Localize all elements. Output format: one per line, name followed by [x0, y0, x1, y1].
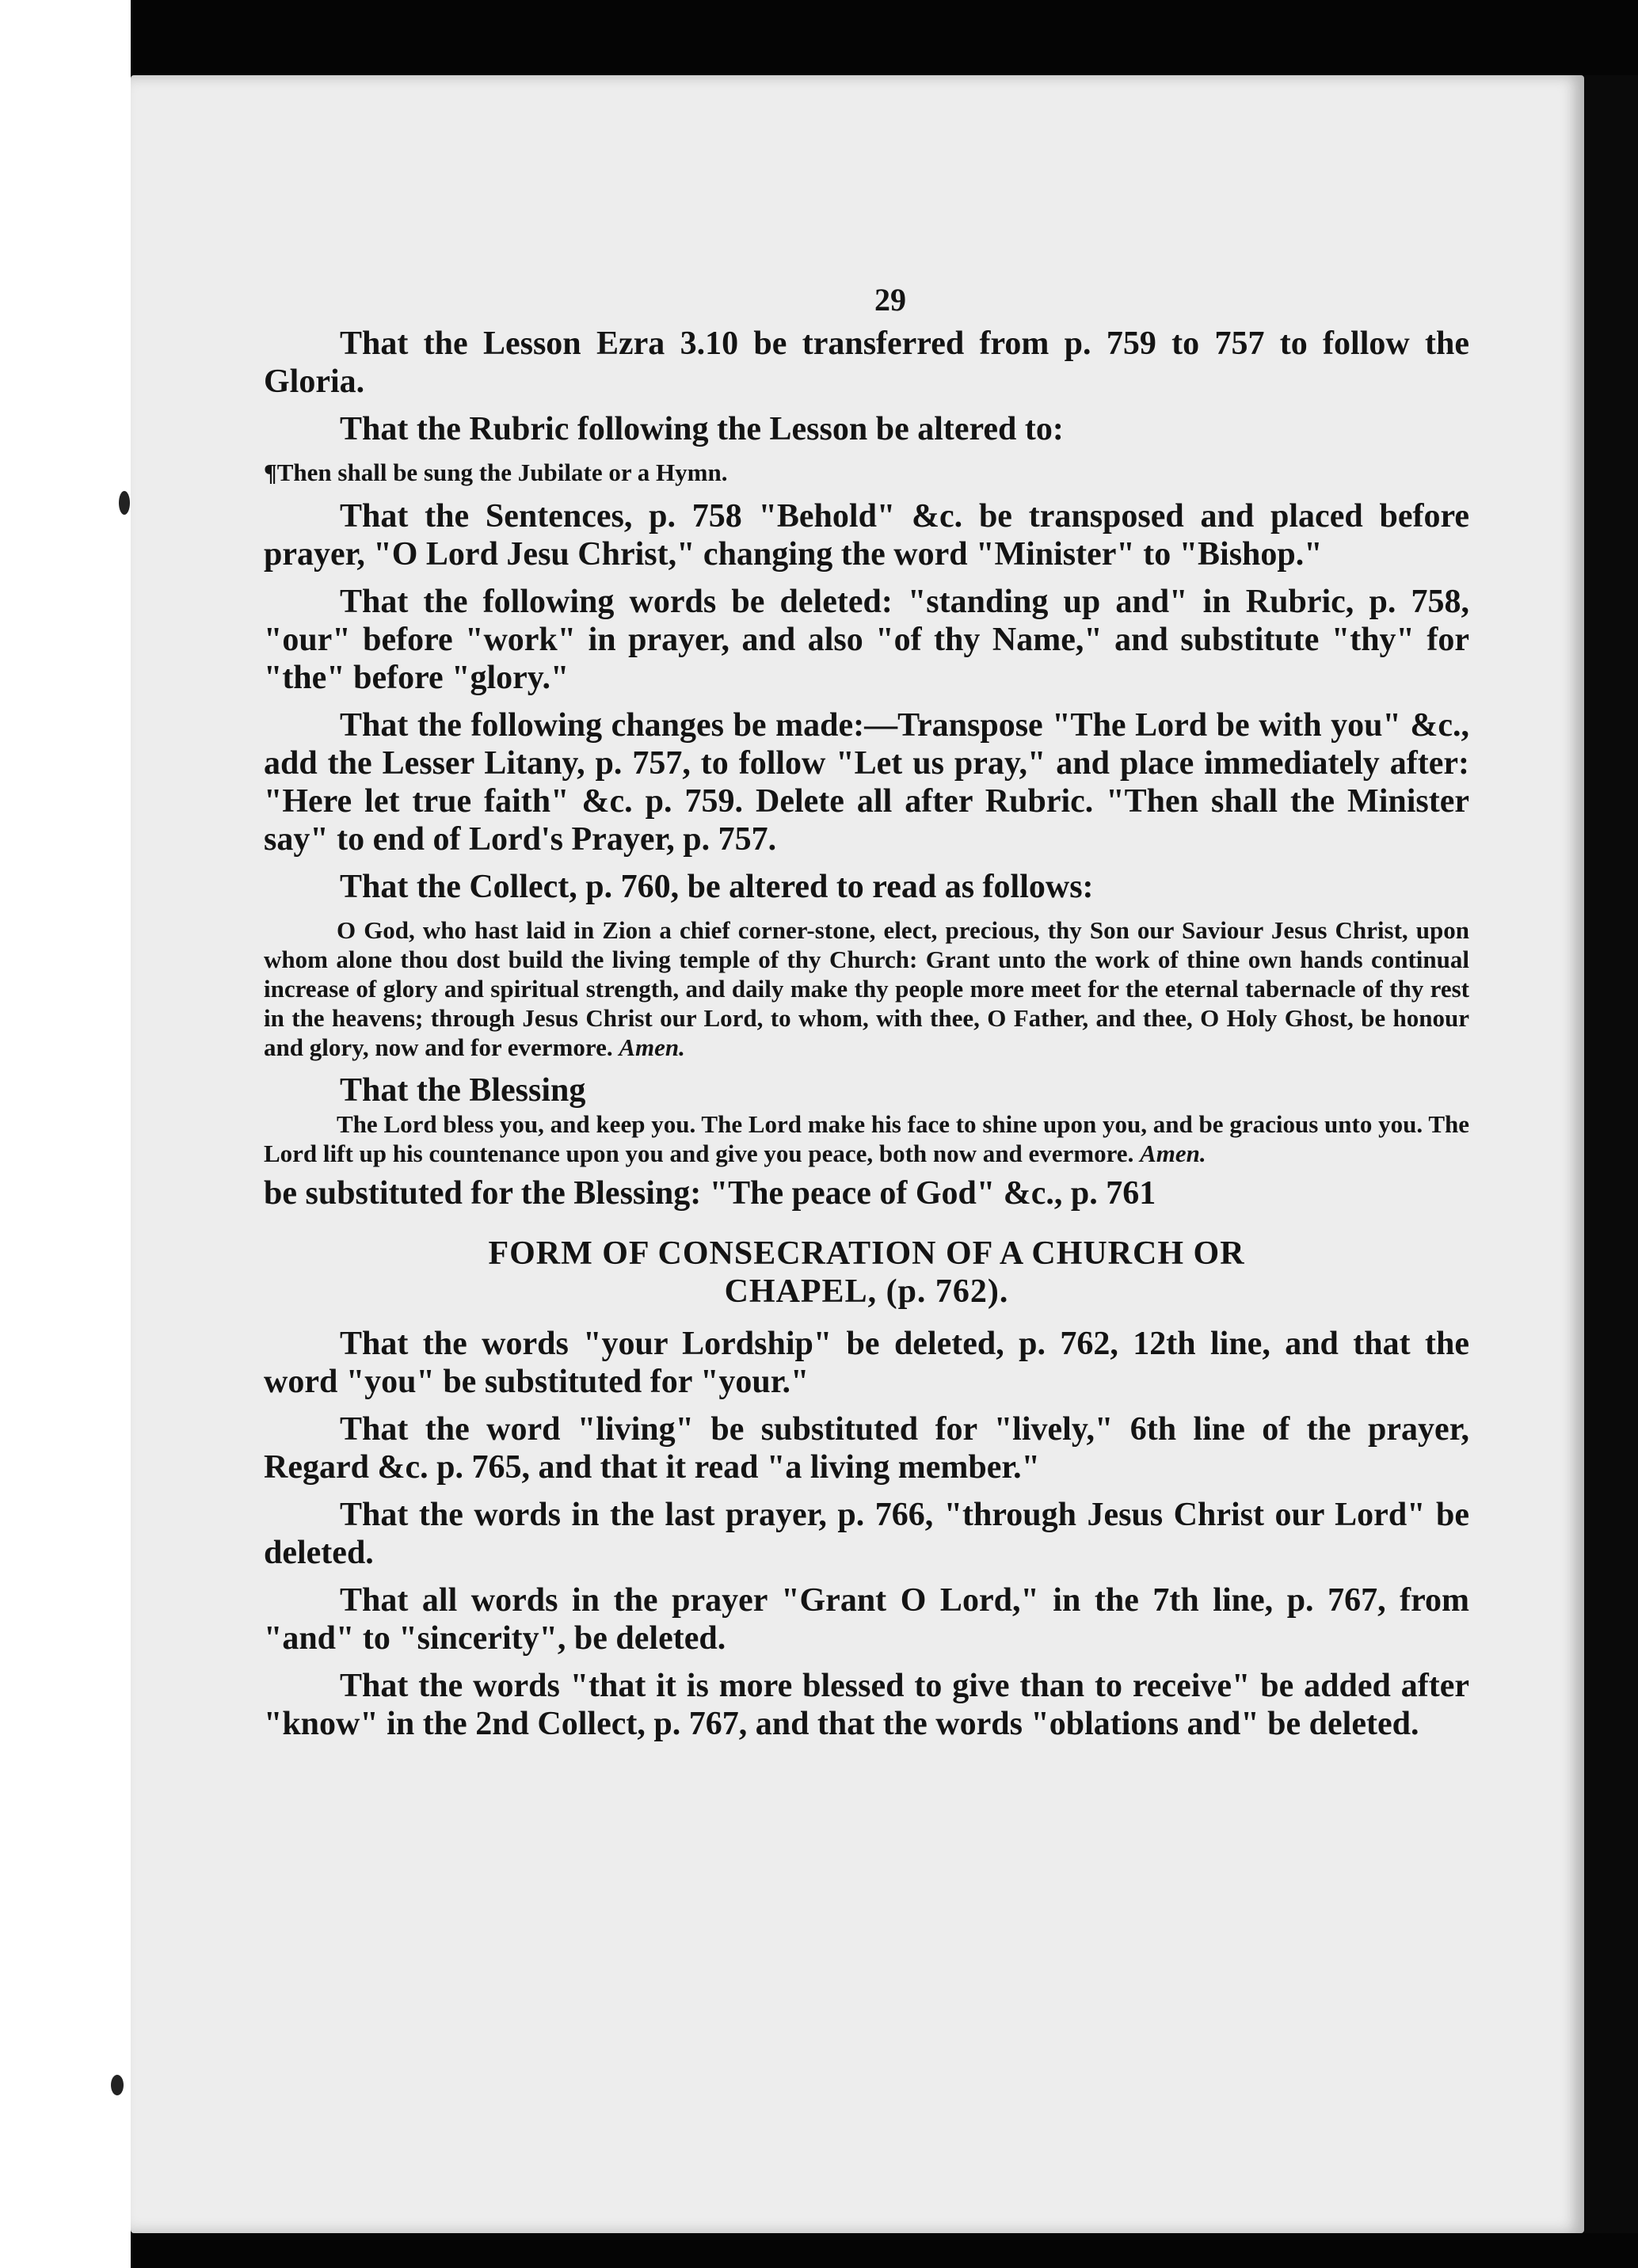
rubric-jubilate: ¶Then shall be sung the Jubilate or a Hymn. — [264, 459, 728, 486]
scan-margin-left — [0, 0, 131, 2268]
section-heading-line-1: FORM OF CONSECRATION OF A CHURCH OR — [488, 1235, 1245, 1272]
document-page — [131, 75, 1584, 2233]
page-number: 29 — [874, 282, 906, 318]
paragraph-lesson-transfer: That the Lesson Ezra 3.10 be transferred from p. 759 to 757 to follow the Gloria. — [264, 325, 1469, 400]
scan-speck — [119, 491, 130, 515]
paragraph-grant-o-lord: That all words in the prayer "Grant O Lord," in the 7th line, p. 767, from "and" to "sincerity", be deleted. — [264, 1582, 1469, 1657]
paragraph-sentences-transposed: That the Sentences, p. 758 "Behold" &c. be transposed and placed before prayer, "O Lord Jesu Christ," changing the word "Minister" to "Bishop." — [264, 498, 1469, 573]
scan-speck — [111, 2075, 124, 2095]
paragraph-blessing-heading: That the Blessing — [340, 1072, 586, 1109]
paragraph-more-blessed: That the words "that it is more blessed to give than to receive" be added after "know" in the 2nd Collect, p. 767, and that the words "oblations and" be deleted. — [264, 1668, 1469, 1742]
paragraph-changes-made: That the following changes be made:—Transpose "The Lord be with you" &c., add the Lesser Litany, p. 757, to follow "Let us pray," and place immediately after: "Here let true faith" &c. p. 759. Delete all after Rubric. "Then shall the Minister say" to end of Lord's Prayer, p. 757. — [264, 707, 1469, 858]
collect-body: O God, who hast laid in Zion a chief corner-stone, elect, precious, thy Son our Saviour Jesus Christ, upon whom alone thou dost build the living temple of thy Church: Grant unto the work of thine own hands continual increase of glory and spiritual strength, and daily make thy people more meet for the eternal tabernacle of thy rest in the heavens; through Jesus Christ our Lord, to whom, with thee, O Father, and thee, O Holy Ghost, be honour and glory, now and for evermore. — [264, 916, 1469, 1061]
blessing-text — [264, 1109, 1469, 1168]
paragraph-blessing-substituted: be substituted for the Blessing: "The peace of God" &c., p. 761 — [264, 1175, 1156, 1212]
blessing-amen: Amen. — [1140, 1140, 1206, 1167]
section-heading-consecration — [264, 1235, 1469, 1311]
collect-text — [264, 915, 1469, 1062]
paragraph-collect-altered: That the Collect, p. 760, be altered to read as follows: — [340, 869, 1094, 905]
paragraph-your-lordship: That the words "your Lordship" be deleted, p. 762, 12th line, and that the word "you" be substituted for "your." — [264, 1326, 1469, 1400]
blessing-body: The Lord bless you, and keep you. The Lord make his face to shine upon you, and be gracious unto you. The Lord lift up his countenance upon you and give you peace, both now and evermore. — [264, 1110, 1469, 1167]
section-heading-line-2: CHAPEL, (p. 762). — [724, 1273, 1009, 1310]
paragraph-last-prayer: That the words in the last prayer, p. 766, "through Jesus Christ our Lord" be deleted. — [264, 1497, 1469, 1571]
scan-margin-right — [1584, 75, 1638, 2233]
collect-amen: Amen. — [619, 1033, 685, 1061]
paragraph-living-lively: That the word "living" be substituted for "lively," 6th line of the prayer, Regard &c. p. 765, and that it read "a living member." — [264, 1411, 1469, 1486]
paragraph-rubric-altered: That the Rubric following the Lesson be altered to: — [340, 411, 1064, 447]
page-text — [264, 281, 1469, 1752]
paragraph-words-deleted: That the following words be deleted: "standing up and" in Rubric, p. 758, "our" before "work" in prayer, and also "of thy Name," and substitute "thy" for "the" before "glory." — [264, 584, 1469, 696]
